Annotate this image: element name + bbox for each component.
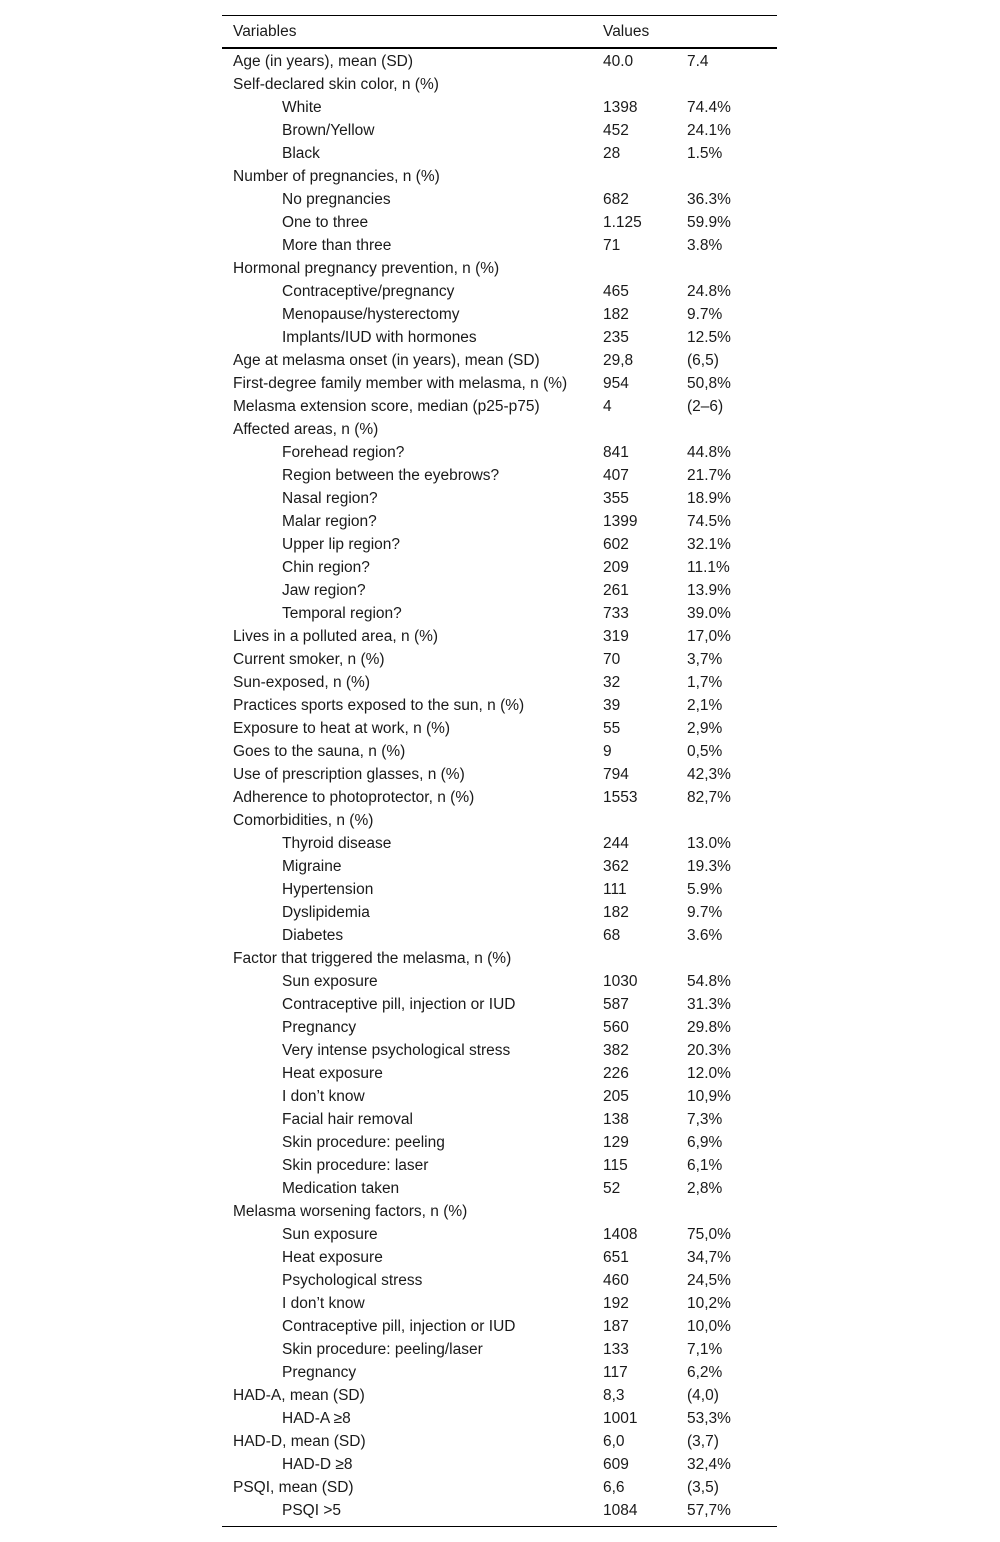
table-subrow <box>222 993 777 1016</box>
table-subrow <box>222 1292 777 1315</box>
value-cell: 1399 <box>603 512 638 530</box>
secondary-value-cell: 59.9% <box>687 213 731 231</box>
value-cell: 587 <box>603 995 629 1013</box>
variable-cell: Use of prescription glasses, n (%) <box>233 765 465 783</box>
value-cell: 182 <box>603 305 629 323</box>
secondary-value-cell: 2,8% <box>687 1179 723 1197</box>
table-row <box>222 717 777 740</box>
secondary-value-cell: 24.8% <box>687 282 731 300</box>
table-subrow <box>222 119 777 142</box>
variable-cell: Sun exposure <box>282 1225 378 1243</box>
table-subrow <box>222 464 777 487</box>
value-cell: 1408 <box>603 1225 638 1243</box>
variable-cell: Sun-exposed, n (%) <box>233 673 370 691</box>
variable-cell: Skin procedure: peeling/laser <box>282 1340 483 1358</box>
value-cell: 355 <box>603 489 629 507</box>
variable-cell: Goes to the sauna, n (%) <box>233 742 406 760</box>
value-cell: 209 <box>603 558 629 576</box>
table-subrow <box>222 441 777 464</box>
secondary-value-cell: (3,5) <box>687 1478 719 1496</box>
value-cell: 6,0 <box>603 1432 625 1450</box>
table-subrow <box>222 1223 777 1246</box>
value-cell: 319 <box>603 627 629 645</box>
variable-cell: Menopause/hysterectomy <box>282 305 460 323</box>
variable-cell: Melasma extension score, median (p25-p75) <box>233 397 540 415</box>
value-cell: 111 <box>603 880 627 898</box>
variable-cell: Adherence to photoprotector, n (%) <box>233 788 475 806</box>
secondary-value-cell: 12.5% <box>687 328 731 346</box>
secondary-value-cell: 57,7% <box>687 1501 731 1519</box>
secondary-value-cell: 20.3% <box>687 1041 731 1059</box>
table-subrow <box>222 1085 777 1108</box>
secondary-value-cell: 3.6% <box>687 926 723 944</box>
variable-cell: Contraceptive/pregnancy <box>282 282 455 300</box>
variable-cell: HAD-A ≥8 <box>282 1409 351 1427</box>
secondary-value-cell: 6,2% <box>687 1363 723 1381</box>
value-cell: 187 <box>603 1317 629 1335</box>
variable-cell: Brown/Yellow <box>282 121 375 139</box>
variable-cell: HAD-D, mean (SD) <box>233 1432 366 1450</box>
value-cell: 192 <box>603 1294 629 1312</box>
value-cell: 117 <box>603 1363 628 1381</box>
variable-cell: One to three <box>282 213 369 231</box>
secondary-value-cell: (2–6) <box>687 397 724 415</box>
variable-cell: Thyroid disease <box>282 834 392 852</box>
secondary-value-cell: 3.8% <box>687 236 723 254</box>
value-cell: 9 <box>603 742 612 760</box>
secondary-value-cell: 7.4 <box>687 52 709 70</box>
value-cell: 55 <box>603 719 621 737</box>
table-subrow <box>222 142 777 165</box>
variable-cell: Hypertension <box>282 880 374 898</box>
value-cell: 8,3 <box>603 1386 625 1404</box>
variable-cell: Malar region? <box>282 512 377 530</box>
secondary-value-cell: 7,1% <box>687 1340 723 1358</box>
table-row <box>222 671 777 694</box>
table-subrow <box>222 1315 777 1338</box>
variable-cell: Forehead region? <box>282 443 405 461</box>
value-cell: 382 <box>603 1041 629 1059</box>
value-cell: 28 <box>603 144 621 162</box>
variable-cell: PSQI, mean (SD) <box>233 1478 354 1496</box>
secondary-value-cell: 6,1% <box>687 1156 723 1174</box>
table-subrow <box>222 211 777 234</box>
secondary-value-cell: 6,9% <box>687 1133 723 1151</box>
value-cell: 39 <box>603 696 621 714</box>
table-row <box>222 257 777 280</box>
secondary-value-cell: 36.3% <box>687 190 731 208</box>
variable-cell: No pregnancies <box>282 190 391 208</box>
value-cell: 954 <box>603 374 629 392</box>
value-cell: 244 <box>603 834 629 852</box>
table-subrow <box>222 924 777 947</box>
table-subrow <box>222 1246 777 1269</box>
variable-cell: Sun exposure <box>282 972 378 990</box>
value-cell: 182 <box>603 903 629 921</box>
secondary-value-cell: 74.5% <box>687 512 731 530</box>
variable-cell: Exposure to heat at work, n (%) <box>233 719 451 737</box>
table-subrow <box>222 1039 777 1062</box>
table-row <box>222 809 777 832</box>
secondary-value-cell: 11.1% <box>687 558 730 576</box>
table-row <box>222 165 777 188</box>
table-row <box>222 786 777 809</box>
variable-cell: Melasma worsening factors, n (%) <box>233 1202 468 1220</box>
variable-cell: Jaw region? <box>282 581 366 599</box>
table-subrow <box>222 1407 777 1430</box>
variable-cell: I don’t know <box>282 1087 365 1105</box>
variable-cell: Psychological stress <box>282 1271 423 1289</box>
variable-cell: Migraine <box>282 857 342 875</box>
value-cell: 4 <box>603 397 612 415</box>
table-subrow <box>222 280 777 303</box>
variable-cell: Medication taken <box>282 1179 400 1197</box>
table-subrow <box>222 533 777 556</box>
table-subrow <box>222 303 777 326</box>
value-cell: 460 <box>603 1271 629 1289</box>
table-subrow <box>222 556 777 579</box>
table-subrow <box>222 234 777 257</box>
secondary-value-cell: 1.5% <box>687 144 723 162</box>
variable-cell: Hormonal pregnancy prevention, n (%) <box>233 259 500 277</box>
secondary-value-cell: 34,7% <box>687 1248 731 1266</box>
value-cell: 68 <box>603 926 621 944</box>
table-subrow <box>222 602 777 625</box>
secondary-value-cell: 19.3% <box>687 857 731 875</box>
value-cell: 1.125 <box>603 213 642 231</box>
table-subrow <box>222 1131 777 1154</box>
data-table <box>222 15 777 1527</box>
value-cell: 407 <box>603 466 629 484</box>
secondary-value-cell: (3,7) <box>687 1432 719 1450</box>
table-subrow <box>222 1177 777 1200</box>
table-subrow <box>222 1062 777 1085</box>
secondary-value-cell: 31.3% <box>687 995 731 1013</box>
value-cell: 40.0 <box>603 52 634 70</box>
header-variables: Variables <box>233 22 297 40</box>
value-cell: 733 <box>603 604 629 622</box>
value-cell: 32 <box>603 673 621 691</box>
variable-cell: Chin region? <box>282 558 370 576</box>
secondary-value-cell: 2,1% <box>687 696 723 714</box>
variable-cell: Affected areas, n (%) <box>233 420 379 438</box>
table-subrow <box>222 1269 777 1292</box>
value-cell: 609 <box>603 1455 629 1473</box>
secondary-value-cell: 32,4% <box>687 1455 731 1473</box>
table-row <box>222 1200 777 1223</box>
value-cell: 138 <box>603 1110 629 1128</box>
table-subrow <box>222 1499 777 1522</box>
table-row <box>222 1430 777 1453</box>
value-cell: 560 <box>603 1018 629 1036</box>
variable-cell: Heat exposure <box>282 1064 383 1082</box>
variable-cell: Diabetes <box>282 926 344 944</box>
table-row <box>222 1384 777 1407</box>
table-subrow <box>222 832 777 855</box>
table-subrow <box>222 1361 777 1384</box>
secondary-value-cell: 0,5% <box>687 742 723 760</box>
variable-cell: Self-declared skin color, n (%) <box>233 75 439 93</box>
table-row <box>222 1476 777 1499</box>
value-cell: 70 <box>603 650 621 668</box>
table-row <box>222 947 777 970</box>
secondary-value-cell: 21.7% <box>687 466 731 484</box>
table-subrow <box>222 1154 777 1177</box>
secondary-value-cell: 39.0% <box>687 604 731 622</box>
table-subrow <box>222 901 777 924</box>
table-subrow <box>222 1108 777 1131</box>
variable-cell: Very intense psychological stress <box>282 1041 511 1059</box>
value-cell: 115 <box>603 1156 628 1174</box>
value-cell: 1553 <box>603 788 638 806</box>
variable-cell: Lives in a polluted area, n (%) <box>233 627 439 645</box>
value-cell: 794 <box>603 765 629 783</box>
table-row <box>222 349 777 372</box>
variable-cell: Region between the eyebrows? <box>282 466 500 484</box>
secondary-value-cell: 82,7% <box>687 788 731 806</box>
value-cell: 133 <box>603 1340 629 1358</box>
table-row <box>222 418 777 441</box>
variable-cell: Nasal region? <box>282 489 378 507</box>
table-subrow <box>222 1016 777 1039</box>
value-cell: 362 <box>603 857 629 875</box>
table-row <box>222 372 777 395</box>
value-cell: 465 <box>603 282 629 300</box>
secondary-value-cell: 42,3% <box>687 765 731 783</box>
variable-cell: Current smoker, n (%) <box>233 650 385 668</box>
table-subrow <box>222 510 777 533</box>
table-row <box>222 73 777 96</box>
secondary-value-cell: 44.8% <box>687 443 731 461</box>
value-cell: 52 <box>603 1179 621 1197</box>
table-subrow <box>222 878 777 901</box>
secondary-value-cell: 7,3% <box>687 1110 723 1128</box>
secondary-value-cell: 18.9% <box>687 489 731 507</box>
value-cell: 205 <box>603 1087 629 1105</box>
variable-cell: Pregnancy <box>282 1363 357 1381</box>
value-cell: 602 <box>603 535 629 553</box>
value-cell: 452 <box>603 121 629 139</box>
value-cell: 1084 <box>603 1501 638 1519</box>
value-cell: 29,8 <box>603 351 634 369</box>
table-row <box>222 763 777 786</box>
table-header <box>222 16 777 49</box>
secondary-value-cell: 17,0% <box>687 627 731 645</box>
secondary-value-cell: 2,9% <box>687 719 723 737</box>
secondary-value-cell: 10,9% <box>687 1087 731 1105</box>
variable-cell: Upper lip region? <box>282 535 401 553</box>
value-cell: 1001 <box>603 1409 638 1427</box>
secondary-value-cell: 9.7% <box>687 305 723 323</box>
variable-cell: HAD-A, mean (SD) <box>233 1386 365 1404</box>
secondary-value-cell: 24.1% <box>687 121 731 139</box>
value-cell: 6,6 <box>603 1478 625 1496</box>
secondary-value-cell: 10,0% <box>687 1317 731 1335</box>
secondary-value-cell: 1,7% <box>687 673 723 691</box>
value-cell: 651 <box>603 1248 629 1266</box>
table-subrow <box>222 96 777 119</box>
value-cell: 682 <box>603 190 629 208</box>
variable-cell: First-degree family member with melasma, n (%) <box>233 374 568 392</box>
table-subrow <box>222 1338 777 1361</box>
secondary-value-cell: 13.9% <box>687 581 731 599</box>
variable-cell: Skin procedure: laser <box>282 1156 429 1174</box>
table-subrow <box>222 1453 777 1476</box>
variable-cell: Age at melasma onset (in years), mean (SD) <box>233 351 540 369</box>
secondary-value-cell: 5.9% <box>687 880 723 898</box>
value-cell: 1030 <box>603 972 638 990</box>
variable-cell: Black <box>282 144 320 162</box>
table-body <box>222 49 777 1527</box>
value-cell: 226 <box>603 1064 629 1082</box>
variable-cell: Age (in years), mean (SD) <box>233 52 414 70</box>
variable-cell: Skin procedure: peeling <box>282 1133 445 1151</box>
secondary-value-cell: 10,2% <box>687 1294 731 1312</box>
value-cell: 261 <box>603 581 629 599</box>
secondary-value-cell: 9.7% <box>687 903 723 921</box>
secondary-value-cell: 50,8% <box>687 374 731 392</box>
variable-cell: More than three <box>282 236 392 254</box>
secondary-value-cell: 32.1% <box>687 535 731 553</box>
table-row <box>222 50 777 73</box>
secondary-value-cell: 54.8% <box>687 972 731 990</box>
variable-cell: I don’t know <box>282 1294 365 1312</box>
table-row <box>222 395 777 418</box>
table-subrow <box>222 487 777 510</box>
secondary-value-cell: 13.0% <box>687 834 731 852</box>
header-values: Values <box>603 22 650 40</box>
table-subrow <box>222 579 777 602</box>
secondary-value-cell: (4,0) <box>687 1386 719 1404</box>
variable-cell: Number of pregnancies, n (%) <box>233 167 440 185</box>
table-row <box>222 694 777 717</box>
variable-cell: Practices sports exposed to the sun, n (%) <box>233 696 525 714</box>
table-subrow <box>222 855 777 878</box>
secondary-value-cell: 29.8% <box>687 1018 731 1036</box>
variable-cell: Facial hair removal <box>282 1110 413 1128</box>
value-cell: 129 <box>603 1133 629 1151</box>
variable-cell: Pregnancy <box>282 1018 357 1036</box>
secondary-value-cell: 3,7% <box>687 650 723 668</box>
variable-cell: PSQI >5 <box>282 1501 342 1519</box>
variable-cell: Implants/IUD with hormones <box>282 328 477 346</box>
secondary-value-cell: 24,5% <box>687 1271 731 1289</box>
variable-cell: Temporal region? <box>282 604 402 622</box>
table-subrow <box>222 970 777 993</box>
variable-cell: HAD-D ≥8 <box>282 1455 353 1473</box>
table-subrow <box>222 326 777 349</box>
variable-cell: Contraceptive pill, injection or IUD <box>282 995 516 1013</box>
secondary-value-cell: 53,3% <box>687 1409 731 1427</box>
secondary-value-cell: (6,5) <box>687 351 719 369</box>
value-cell: 1398 <box>603 98 638 116</box>
variable-cell: Factor that triggered the melasma, n (%) <box>233 949 512 967</box>
variable-cell: Dyslipidemia <box>282 903 370 921</box>
value-cell: 235 <box>603 328 629 346</box>
variable-cell: Contraceptive pill, injection or IUD <box>282 1317 516 1335</box>
variable-cell: Comorbidities, n (%) <box>233 811 374 829</box>
table-row <box>222 740 777 763</box>
value-cell: 71 <box>603 236 621 254</box>
variable-cell: Heat exposure <box>282 1248 383 1266</box>
variable-cell: White <box>282 98 322 116</box>
secondary-value-cell: 74.4% <box>687 98 731 116</box>
table-row <box>222 648 777 671</box>
secondary-value-cell: 12.0% <box>687 1064 731 1082</box>
table-row <box>222 625 777 648</box>
value-cell: 841 <box>603 443 629 461</box>
secondary-value-cell: 75,0% <box>687 1225 731 1243</box>
table-subrow <box>222 188 777 211</box>
